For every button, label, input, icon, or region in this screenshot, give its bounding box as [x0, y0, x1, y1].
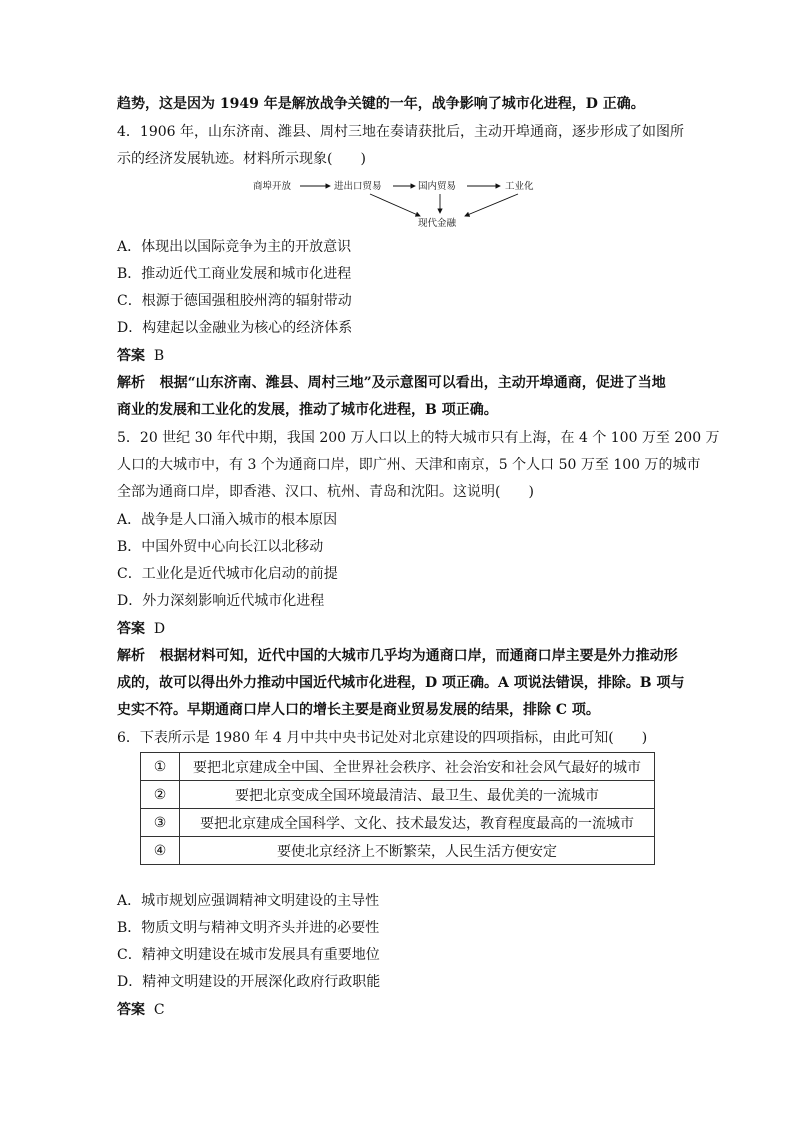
node-industrialization: 工业化 [505, 181, 534, 192]
node-port-opening: 商埠开放 [253, 181, 292, 192]
row-text: 要把北京建成全中国、全世界社会秩序、社会治安和社会风气最好的城市 [180, 753, 655, 781]
row-text: 要把北京变成全国环境最清洁、最卫生、最优美的一流城市 [180, 781, 655, 809]
q4-analysis-line1 [117, 373, 666, 393]
q4-stem-line1: 4．1906 年，山东济南、潍县、周村三地在奏请获批后，主动开埠通商，逐步形成了如图所 [117, 124, 684, 140]
q4-option-a: A．体现出以国际竞争为主的开放意识 [117, 239, 352, 255]
q6-answer-value: C [153, 1002, 165, 1018]
q5-answer-label: 答案 [117, 621, 145, 637]
q6-stem: 6．下表所示是 1980 年 4 月中共中央书记处对北京建设的四项指标，由此可知( ) [117, 730, 648, 746]
table-row [141, 753, 655, 781]
q4-answer-label: 答案 [117, 348, 145, 364]
node-modern-finance: 现代金融 [418, 218, 457, 229]
q6-option-c: C．精神文明建设在城市发展具有重要地位 [117, 947, 380, 963]
q5-analysis-line2: 成的，故可以得出外力推动中国近代城市化进程，D 项正确。A 项说法错误，排除。B 项与 [117, 675, 685, 691]
q5-stem-line2: 人口的大城市中，有 3 个为通商口岸，即广州、天津和南京，5 个人口 50 万至 100 万的城市 [117, 457, 701, 473]
q5-analysis-label: 解析 [117, 648, 145, 664]
q5-option-a: A．战争是人口涌入城市的根本原因 [117, 512, 338, 528]
arrow-6 [465, 194, 518, 216]
q5-option-d: D．外力深刻影响近代城市化进程 [117, 593, 325, 609]
q5-analysis-line3: 史实不符。早期通商口岸人口的增长主要是商业贸易发展的结果，排除 C 项。 [117, 702, 600, 718]
row-text: 要使北京经济上不断繁荣，人民生活方便安定 [180, 837, 655, 865]
q5-option-c: C．工业化是近代城市化启动的前提 [117, 566, 338, 582]
q6-option-b: B．物质文明与精神文明齐头并进的必要性 [117, 920, 380, 936]
row-number: ③ [141, 809, 180, 837]
q6-option-d: D．精神文明建设的开展深化政府行政职能 [117, 974, 381, 990]
q5-stem-line1: 5．20 世纪 30 年代中期，我国 200 万人口以上的特大城市只有上海，在 4 个 100 万至 200 万 [117, 430, 720, 446]
q5-stem-line3: 全部为通商口岸，即香港、汉口、杭州、青岛和沈阳。这说明( ) [117, 484, 534, 500]
q4-option-d: D．构建起以金融业为核心的经济体系 [117, 320, 353, 336]
q6-indicator-table [140, 752, 655, 865]
q4-answer-value: B [153, 348, 165, 364]
q5-analysis-text1: 根据材料可知，近代中国的大城市几乎均为通商口岸，而通商口岸主要是外力推动形 [159, 648, 678, 664]
table-row [141, 781, 655, 809]
intro-tail-text: 趋势，这是因为 1949 年是解放战争关键的一年，战争影响了城市化进程，D 正确。 [117, 96, 645, 112]
q4-analysis-text1: 根据“山东济南、潍县、周村三地”及示意图可以看出，主动开埠通商，促进了当地 [159, 375, 666, 391]
q4-option-c: C．根源于德国强租胶州湾的辐射带动 [117, 293, 352, 309]
q4-analysis-line2: 商业的发展和工业化的发展，推动了城市化进程，B 项正确。 [117, 402, 498, 418]
table-row [141, 809, 655, 837]
table-row [141, 837, 655, 865]
q4-flow-diagram [250, 175, 550, 231]
node-import-export: 进出口贸易 [334, 181, 382, 192]
q6-answer-label: 答案 [117, 1002, 145, 1018]
row-number: ① [141, 753, 180, 781]
row-number: ④ [141, 837, 180, 865]
q4-stem-line2: 示的经济发展轨迹。材料所示现象( ) [117, 151, 366, 167]
q6-option-a: A．城市规划应强调精神文明建设的主导性 [117, 893, 380, 909]
q4-answer [117, 346, 164, 366]
q5-analysis-line1 [117, 646, 678, 666]
q5-answer [117, 619, 165, 639]
q6-answer [117, 1000, 165, 1020]
q5-option-b: B．中国外贸中心向长江以北移动 [117, 539, 324, 555]
q4-option-b: B．推动近代工商业发展和城市化进程 [117, 266, 352, 282]
q4-analysis-label: 解析 [117, 375, 145, 391]
arrow-4 [370, 194, 420, 216]
q5-answer-value: D [153, 621, 166, 637]
node-domestic-trade: 国内贸易 [418, 181, 457, 192]
row-text: 要把北京建成全国科学、文化、技术最发达，教育程度最高的一流城市 [180, 809, 655, 837]
row-number: ② [141, 781, 180, 809]
